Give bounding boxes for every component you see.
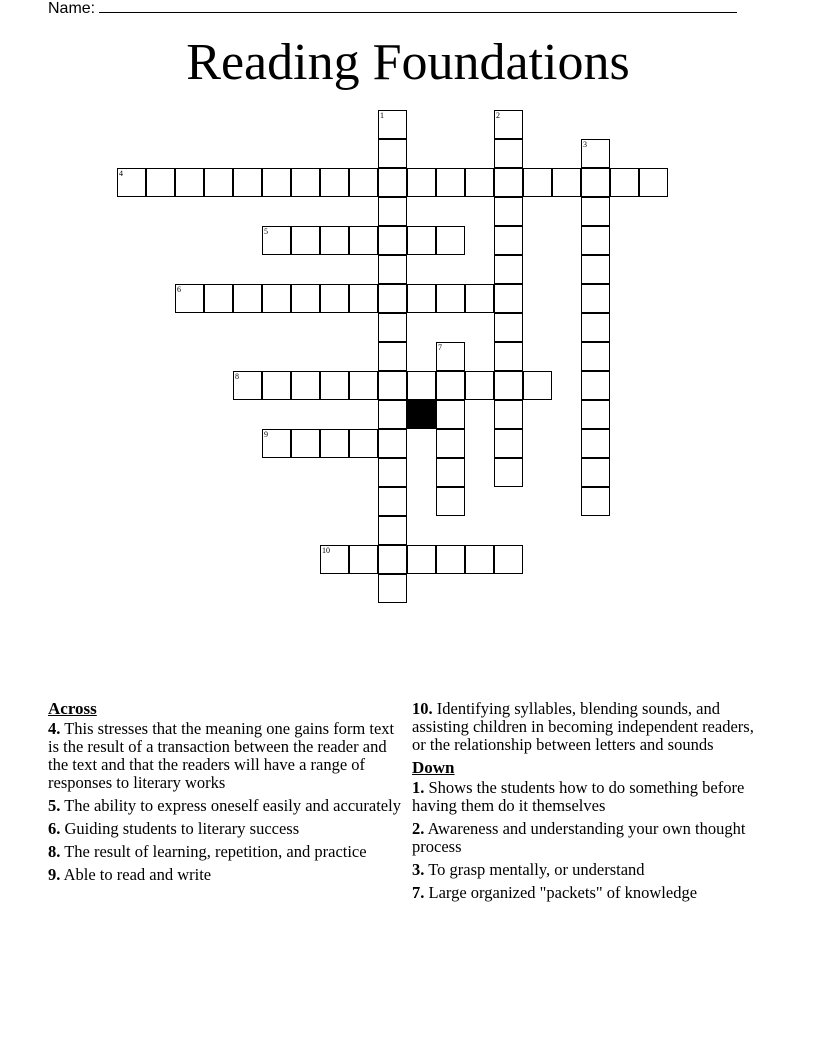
crossword-cell[interactable]	[494, 139, 523, 168]
crossword-cell[interactable]	[146, 168, 175, 197]
clue-number-label: 3	[583, 140, 587, 149]
crossword-cell[interactable]	[320, 168, 349, 197]
crossword-cell[interactable]	[436, 371, 465, 400]
clue-across-10	[412, 700, 762, 754]
crossword-cell[interactable]	[494, 458, 523, 487]
crossword-cell[interactable]	[349, 284, 378, 313]
crossword-cell[interactable]	[581, 255, 610, 284]
crossword-cell[interactable]	[465, 545, 494, 574]
crossword-cell[interactable]	[291, 429, 320, 458]
crossword-cell[interactable]	[581, 400, 610, 429]
crossword-cell[interactable]	[436, 226, 465, 255]
clue-text: Guiding students to literary success	[64, 819, 300, 838]
clue-text: Large organized "packets" of knowledge	[428, 883, 698, 902]
clue-number-label: 8	[235, 372, 239, 381]
crossword-cell[interactable]	[349, 168, 378, 197]
name-label: Name:	[48, 0, 96, 17]
crossword-cell[interactable]	[378, 342, 407, 371]
clue-number-label: 5	[264, 227, 268, 236]
crossword-cell[interactable]	[436, 168, 465, 197]
crossword-cell[interactable]	[407, 371, 436, 400]
clue-number: 9.	[48, 865, 61, 884]
clue-across-5	[48, 797, 408, 815]
crossword-cell[interactable]	[262, 371, 291, 400]
down-heading: Down	[412, 758, 455, 777]
clues-left-column	[48, 700, 408, 889]
clue-down-1	[412, 779, 762, 815]
crossword-cell[interactable]	[262, 284, 291, 313]
clue-number: 2.	[412, 819, 425, 838]
crossword-cell[interactable]	[320, 284, 349, 313]
crossword-cell[interactable]	[378, 197, 407, 226]
crossword-cell[interactable]	[494, 371, 523, 400]
crossword-cell[interactable]	[349, 226, 378, 255]
crossword-cell[interactable]	[378, 400, 407, 429]
crossword-cell[interactable]	[494, 545, 523, 574]
crossword-cell[interactable]	[494, 168, 523, 197]
clue-number-label: 6	[177, 285, 181, 294]
crossword-cell[interactable]	[262, 226, 291, 255]
crossword-cell[interactable]	[581, 313, 610, 342]
crossword-cell[interactable]	[581, 429, 610, 458]
clue-text: Awareness and understanding your own thought process	[412, 819, 746, 856]
crossword-cell[interactable]	[494, 429, 523, 458]
crossword-cell[interactable]	[494, 255, 523, 284]
clue-down-7	[412, 884, 762, 902]
crossword-cell[interactable]	[581, 342, 610, 371]
crossword-cell[interactable]	[204, 168, 233, 197]
crossword-cell[interactable]	[465, 168, 494, 197]
crossword-cell[interactable]	[378, 458, 407, 487]
crossword-cell[interactable]	[291, 371, 320, 400]
clue-number: 7.	[412, 883, 425, 902]
clue-number-label: 10	[322, 546, 330, 555]
crossword-cell[interactable]	[175, 168, 204, 197]
clue-down-2	[412, 820, 762, 856]
crossword-cell[interactable]	[320, 226, 349, 255]
clues-right-column	[412, 700, 762, 907]
clue-down-3	[412, 861, 762, 879]
crossword-cell[interactable]	[233, 371, 262, 400]
crossword-cell[interactable]	[436, 342, 465, 371]
clue-text: Able to read and write	[63, 865, 212, 884]
crossword-cell[interactable]	[610, 168, 639, 197]
clue-across-4	[48, 720, 408, 792]
crossword-cell[interactable]	[378, 226, 407, 255]
crossword-cell[interactable]	[436, 545, 465, 574]
clue-number-label: 2	[496, 111, 500, 120]
crossword-cell[interactable]	[378, 255, 407, 284]
crossword-cell[interactable]	[581, 226, 610, 255]
clue-text: To grasp mentally, or understand	[428, 860, 645, 879]
crossword-cell[interactable]	[581, 284, 610, 313]
crossword-cell[interactable]	[117, 168, 146, 197]
clue-text: The result of learning, repetition, and practice	[64, 842, 367, 861]
across-heading: Across	[48, 699, 97, 718]
crossword-blocked-cell	[407, 400, 436, 429]
crossword-cell[interactable]	[465, 371, 494, 400]
clue-text: Shows the students how to do something before having them do it themselves	[412, 778, 745, 815]
clue-number-label: 4	[119, 169, 123, 178]
crossword-cell[interactable]	[494, 197, 523, 226]
crossword-cell[interactable]	[581, 168, 610, 197]
crossword-cell[interactable]	[494, 226, 523, 255]
crossword-cell[interactable]	[523, 168, 552, 197]
crossword-cell[interactable]	[378, 574, 407, 603]
crossword-cell[interactable]	[378, 284, 407, 313]
crossword-cell[interactable]	[436, 400, 465, 429]
clue-number: 1.	[412, 778, 425, 797]
crossword-cell[interactable]	[407, 545, 436, 574]
clue-number-label: 1	[380, 111, 384, 120]
crossword-cell[interactable]	[639, 168, 668, 197]
crossword-cell[interactable]	[581, 371, 610, 400]
crossword-cell[interactable]	[465, 284, 494, 313]
clue-across-9	[48, 866, 408, 884]
crossword-cell[interactable]	[494, 400, 523, 429]
clue-number: 4.	[48, 719, 61, 738]
crossword-cell[interactable]	[291, 284, 320, 313]
crossword-cell[interactable]	[407, 284, 436, 313]
clue-number: 5.	[48, 796, 61, 815]
clue-across-6	[48, 820, 408, 838]
clue-text: Identifying syllables, blending sounds, and assisting children in becoming independent readers, or the relationship between letters and sounds	[412, 699, 754, 754]
crossword-cell[interactable]	[581, 458, 610, 487]
clue-text: This stresses that the meaning one gains form text is the result of a transaction between the reader and the text and that the readers will have a range of responses to literary works	[48, 719, 395, 792]
crossword-cell[interactable]	[494, 313, 523, 342]
crossword-cell[interactable]	[349, 371, 378, 400]
clue-number: 10.	[412, 699, 433, 718]
crossword-cell[interactable]	[204, 284, 233, 313]
crossword-cell[interactable]	[523, 371, 552, 400]
crossword-cell[interactable]	[581, 139, 610, 168]
clue-number: 6.	[48, 819, 61, 838]
crossword-cell[interactable]	[175, 284, 204, 313]
crossword-cell[interactable]	[233, 168, 262, 197]
clue-number: 8.	[48, 842, 61, 861]
clue-number-label: 7	[438, 343, 442, 352]
crossword-cell[interactable]	[552, 168, 581, 197]
crossword-cell[interactable]	[378, 371, 407, 400]
crossword-cell[interactable]	[378, 110, 407, 139]
crossword-cell[interactable]	[233, 284, 262, 313]
crossword-cell[interactable]	[407, 226, 436, 255]
crossword-cell[interactable]	[378, 516, 407, 545]
crossword-cell[interactable]	[494, 284, 523, 313]
crossword-cell[interactable]	[349, 545, 378, 574]
crossword-cell[interactable]	[407, 168, 436, 197]
crossword-cell[interactable]	[581, 487, 610, 516]
crossword-cell[interactable]	[320, 545, 349, 574]
crossword-cell[interactable]	[262, 429, 291, 458]
crossword-cell[interactable]	[262, 168, 291, 197]
crossword-cell[interactable]	[378, 545, 407, 574]
crossword-cell[interactable]	[320, 371, 349, 400]
crossword-cell[interactable]	[349, 429, 378, 458]
crossword-cell[interactable]	[378, 168, 407, 197]
crossword-cell[interactable]	[291, 226, 320, 255]
crossword-cell[interactable]	[378, 429, 407, 458]
crossword-cell[interactable]	[378, 313, 407, 342]
crossword-cell[interactable]	[494, 110, 523, 139]
clue-text: The ability to express oneself easily and accurately	[64, 796, 401, 815]
crossword-cell[interactable]	[320, 429, 349, 458]
crossword-cell[interactable]	[436, 284, 465, 313]
clue-number: 3.	[412, 860, 425, 879]
page-title: Reading Foundations	[186, 34, 630, 91]
clue-across-8	[48, 843, 408, 861]
crossword-cell[interactable]	[494, 342, 523, 371]
crossword-cell[interactable]	[291, 168, 320, 197]
crossword-cell[interactable]	[436, 487, 465, 516]
crossword-cell[interactable]	[436, 458, 465, 487]
crossword-cell[interactable]	[378, 139, 407, 168]
clue-number-label: 9	[264, 430, 268, 439]
crossword-cell[interactable]	[378, 487, 407, 516]
crossword-cell[interactable]	[581, 197, 610, 226]
crossword-cell[interactable]	[436, 429, 465, 458]
